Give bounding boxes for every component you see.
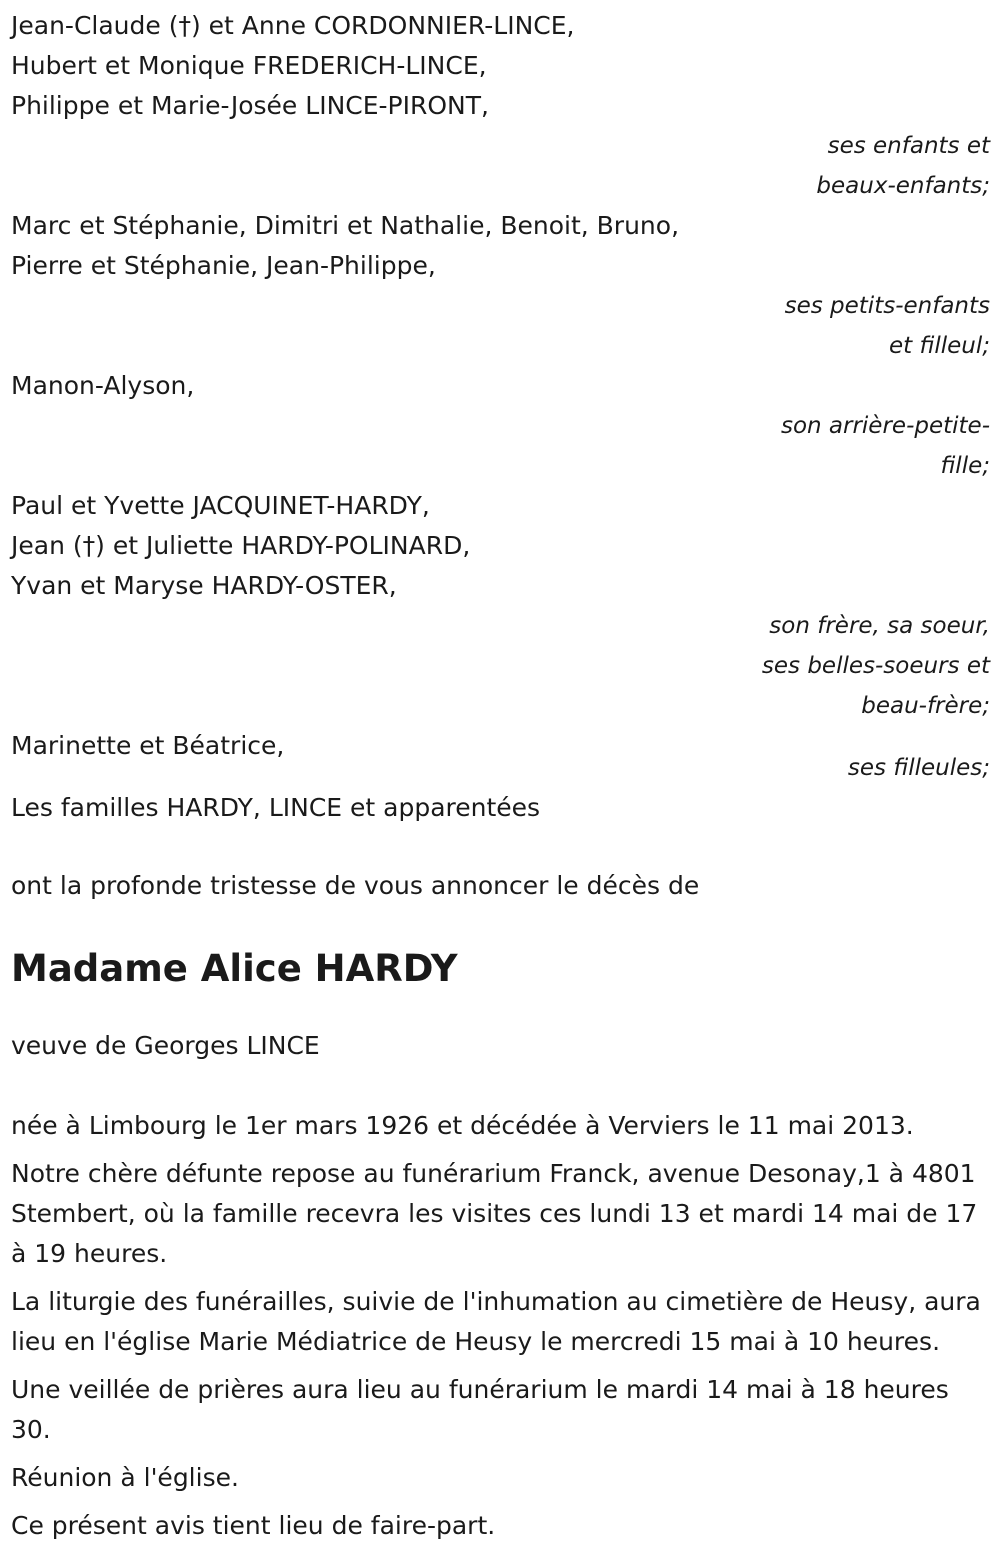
- relation-label: [11, 126, 990, 206]
- relation-label-line: son arrière-petite-: [780, 413, 990, 439]
- relation-label-line: ses filleules;: [847, 755, 990, 781]
- relation-label: [11, 606, 990, 726]
- relation-label-line: ses petits-enfants: [784, 293, 990, 319]
- great-grandchild-group: [11, 366, 990, 486]
- relation-label-line: ses belles-soeurs et: [761, 653, 990, 679]
- family-name-line: Jean (†) et Juliette HARDY-POLINARD,: [11, 531, 471, 560]
- relation-label-line: beau-frère;: [861, 693, 990, 719]
- family-name-line: Paul et Yvette JACQUINET-HARDY,: [11, 491, 430, 520]
- family-name-line: Jean-Claude (†) et Anne CORDONNIER-LINCE,: [11, 11, 575, 40]
- family-name-line: Marinette et Béatrice,: [11, 731, 285, 760]
- widow-of-line: veuve de Georges LINCE: [11, 1031, 320, 1060]
- deceased-name: Madame Alice HARDY: [11, 947, 458, 990]
- relation-label-line: son frère, sa soeur,: [769, 613, 990, 639]
- family-name-line: Marc et Stéphanie, Dimitri et Nathalie, Benoit, Bruno,: [11, 211, 680, 240]
- siblings-group: [11, 486, 990, 726]
- announcement-line: ont la profonde tristesse de vous annoncer le décès de: [11, 871, 700, 900]
- family-name-line: Yvan et Maryse HARDY-OSTER,: [11, 571, 397, 600]
- grandchildren-group: [11, 206, 990, 366]
- family-name-line: Manon-Alyson,: [11, 371, 195, 400]
- relation-label: [11, 286, 990, 366]
- relation-label: [11, 406, 990, 486]
- family-name-line: Pierre et Stéphanie, Jean-Philippe,: [11, 251, 436, 280]
- relation-label-line: fille;: [940, 453, 990, 479]
- family-name-line: Hubert et Monique FREDERICH-LINCE,: [11, 51, 487, 80]
- meeting-paragraph: Réunion à l'église.: [11, 1463, 239, 1492]
- notice-paragraph: Ce présent avis tient lieu de faire-part.: [11, 1511, 496, 1540]
- family-name-line: Philippe et Marie-Josée LINCE-PIRONT,: [11, 91, 489, 120]
- goddaughters-group: [11, 726, 990, 788]
- relation-label-line: et filleul;: [889, 333, 990, 359]
- relation-label-line: ses enfants et: [827, 133, 990, 159]
- relation-label-line: beaux-enfants;: [816, 173, 990, 199]
- vigil-paragraph: Une veillée de prières aura lieu au funérarium le mardi 14 mai à 18 heures 30.: [11, 1375, 949, 1444]
- birth-death-paragraph: née à Limbourg le 1er mars 1926 et décédée à Verviers le 11 mai 2013.: [11, 1111, 914, 1140]
- funeral-paragraph: La liturgie des funérailles, suivie de l'inhumation au cimetière de Heusy, aura lieu en l'église Marie Médiatrice de Heusy le mercredi 15 mai à 10 heures.: [11, 1287, 981, 1356]
- visitation-paragraph: Notre chère défunte repose au funérarium Franck, avenue Desonay,1 à 4801 Stembert, où la famille recevra les visites ces lundi 13 et mardi 14 mai de 17 à 19 heures.: [11, 1159, 978, 1268]
- families-line: Les familles HARDY, LINCE et apparentées: [11, 793, 541, 822]
- children-group: [11, 6, 990, 206]
